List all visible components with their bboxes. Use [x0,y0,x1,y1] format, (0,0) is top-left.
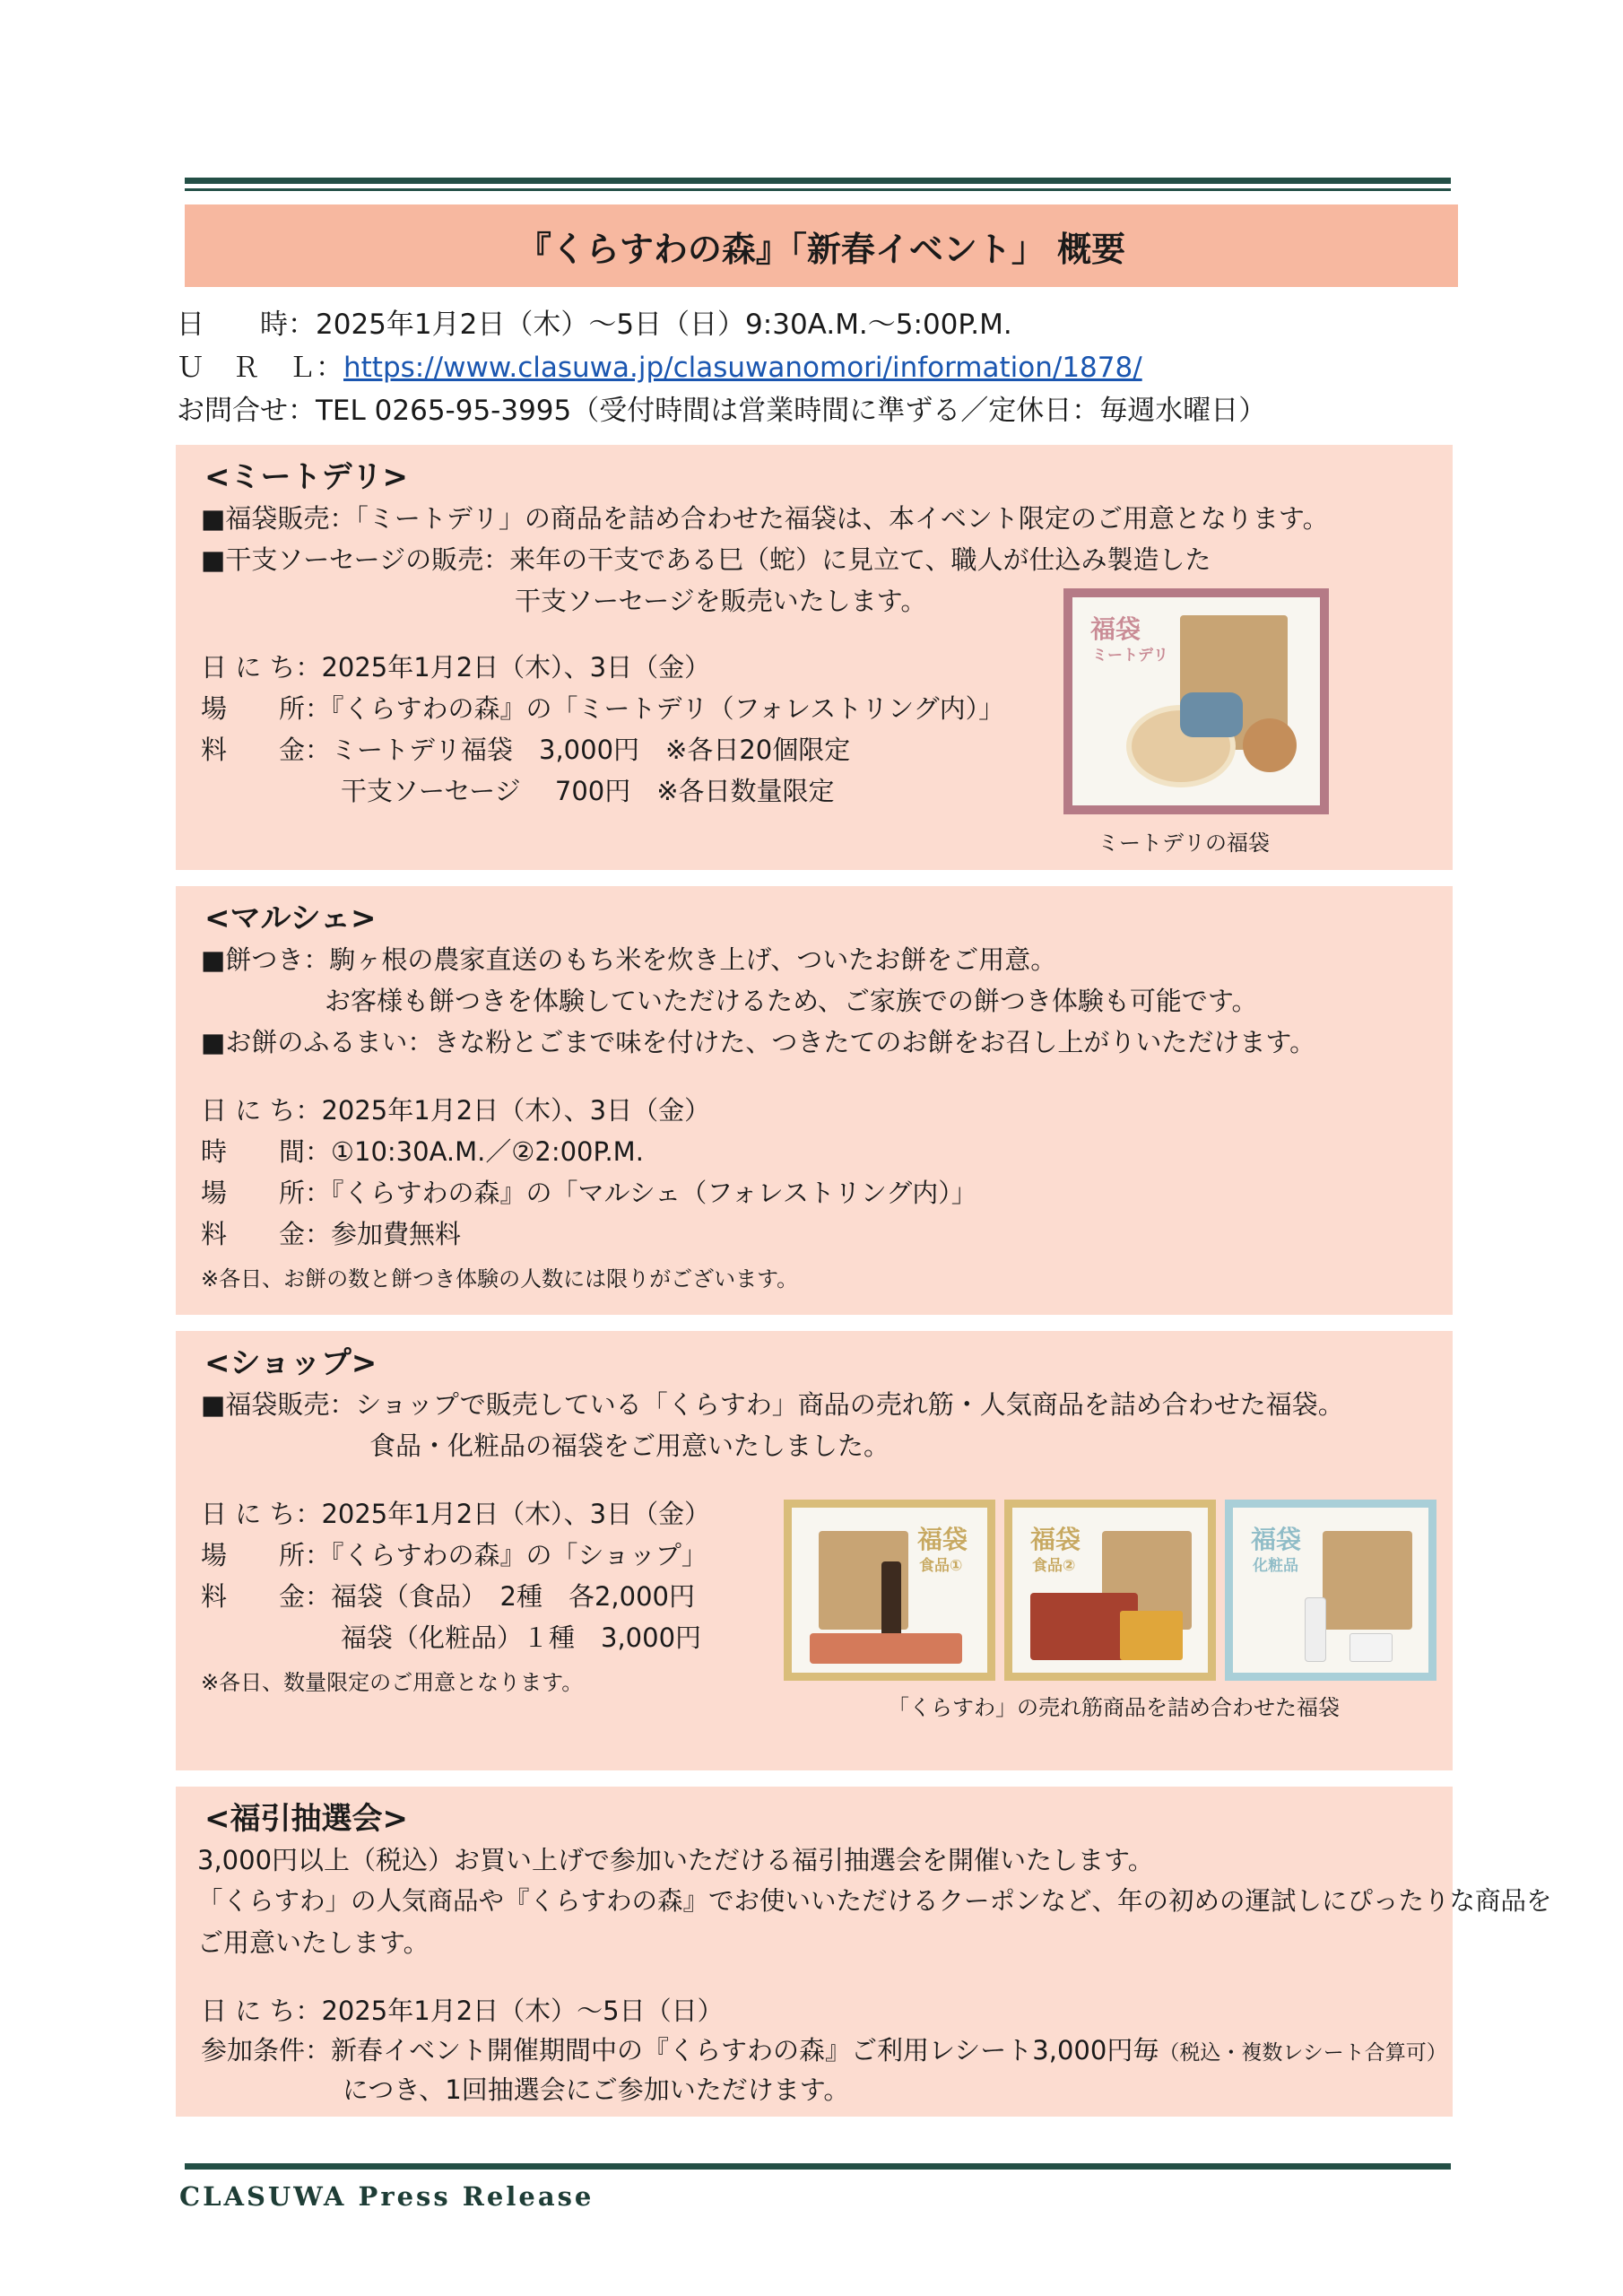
meatdeli-price-2: 干支ソーセージ 700円 ※各日数量限定 [341,776,835,806]
shop-price-2: 福袋（化粧品）１種 3,000円 [341,1622,702,1653]
meatdeli-place-label: 場 所： [201,693,332,724]
marche-place-label: 場 所： [201,1178,332,1208]
marche-line3: ■お餅のふるまい：きな粉とごまで味を付けた、つきたてのお餅をお召し上がりいただけます。 [201,1027,1316,1057]
info-date-label: 日 時： [177,309,316,341]
lottery-date [201,1995,724,2027]
page-title: 『くらすわの森』「新春イベント」 概要 [185,204,1458,287]
marche-date-label: 日 に ち： [201,1095,322,1126]
meatdeli-price-value1: ミートデリ福袋 3,000円 ※各日20個限定 [331,735,851,765]
shop-date-value: 2025年1月2日（木）、3日（金） [321,1499,711,1529]
marche-time-value: ①10:30A.M.／②2:00P.M. [331,1136,644,1167]
shop-place [201,1539,707,1571]
marche-line1: ■餅つき：駒ヶ根の農家直送のもち米を炊き上げ、ついたお餅をご用意。 [201,944,1057,975]
meatdeli-photo [1063,588,1329,814]
meatdeli-date-label: 日 に ち： [201,652,322,683]
meatdeli-price-label: 料 金： [201,735,332,765]
marche-price-value: 参加費無料 [331,1219,462,1249]
shop-photo2-text1: 福袋 [1030,1525,1081,1554]
bottom-rule [185,2163,1451,2170]
blue-cloth-icon [1180,692,1243,737]
lottery-heading: <福引抽選会> [204,1801,408,1837]
info-date-value: 2025年1月2日（木）～5日（日）9:30A.M.～5:00P.M. [316,309,1012,341]
bottle-icon [881,1561,901,1642]
lottery-line3: ご用意いたします。 [197,1927,430,1958]
marche-time-label: 時 間： [201,1136,332,1167]
shop-price-label: 料 金： [201,1581,332,1612]
shop-photo2-text2: 食品② [1032,1557,1076,1575]
top-rule-thin [185,188,1451,191]
shop-photo1-text2: 食品① [919,1557,963,1575]
shop-date [201,1498,710,1530]
meatdeli-photo-text1: 福袋 [1090,614,1141,644]
bag-icon [1323,1531,1412,1630]
meatdeli-place [201,692,1004,725]
meatdeli-photo-text2: ミートデリ [1092,647,1168,665]
shop-photo3-text2: 化粧品 [1253,1557,1298,1575]
top-rule-thick [185,178,1451,184]
info-contact-label: お問合せ： [177,395,316,427]
marche-place-value: 『くらすわの森』の「マルシェ（フォレストリング内）」 [331,1178,977,1208]
meatdeli-line1: ■福袋販売：「ミートデリ」の商品を詰め合わせた福袋は、本イベント限定のご用意となります。 [201,503,1329,534]
marche-price [201,1218,461,1250]
section-shop [176,1331,1453,1770]
box-icon [1120,1611,1183,1660]
info-date [177,303,1012,346]
section-marche [176,886,1453,1315]
lottery-cond-small: （税込・複数レシート合算可） [1159,2041,1447,2065]
meatdeli-place-value: 『くらすわの森』の「ミートデリ（フォレストリング内）」 [331,693,1005,724]
info-contact [177,389,1266,432]
marche-price-label: 料 金： [201,1219,332,1249]
lottery-line2: 「くらすわ」の人気商品や『くらすわの森』でお使いいただけるクーポンなど、年の初めの運試しにぴったりな商品を [197,1886,1552,1916]
section-lottery [176,1787,1552,2117]
ham-icon [1243,718,1297,772]
shop-photo-cosmetics [1225,1500,1436,1681]
shop-heading: <ショップ> [204,1345,378,1381]
info-url [177,346,1142,389]
lottery-cond-value: 新春イベント開催期間中の『くらすわの森』ご利用レシート3,000円毎 [331,2035,1159,2066]
lottery-date-value: 2025年1月2日（木）～5日（日） [321,1996,724,2026]
section-meatdeli [176,445,1453,870]
marche-heading: <マルシェ> [204,900,377,936]
marche-note: ※各日、お餅の数と餅つき体験の人数には限りがございます。 [201,1266,799,1292]
shop-place-label: 場 所： [201,1540,332,1570]
meatdeli-heading: <ミートデリ> [204,459,408,495]
shop-line2: 食品・化粧品の福袋をご用意いたしました。 [369,1431,890,1461]
shop-photo3-text1: 福袋 [1251,1525,1302,1554]
shop-place-value: 『くらすわの森』の「ショップ」 [331,1540,707,1570]
lottery-cond [201,2034,1447,2069]
shop-photo-food2 [1004,1500,1216,1681]
meatdeli-price [201,734,850,766]
shop-line1: ■福袋販売：ショップで販売している「くらすわ」商品の売れ筋・人気商品を詰め合わせた福袋。 [201,1389,1344,1420]
meatdeli-date-value: 2025年1月2日（木）、3日（金） [321,652,711,683]
shop-note: ※各日、数量限定のご用意となります。 [201,1670,584,1695]
info-url-link[interactable]: https://www.clasuwa.jp/clasuwanomori/information/1878/ [343,352,1142,384]
soap-icon [1350,1633,1393,1662]
shop-price-value1: 福袋（食品） 2種 各2,000円 [331,1581,695,1612]
marche-date [201,1094,710,1126]
lottery-date-label: 日 に ち： [201,1996,322,2026]
lottery-cond-2: につき、1回抽選会にご参加いただけます。 [343,2074,850,2105]
shop-photo1-text1: 福袋 [917,1525,968,1554]
cosmetics-icon [1305,1597,1326,1662]
shop-date-label: 日 に ち： [201,1499,322,1529]
info-contact-value: TEL 0265-95-3995（受付時間は営業時間に準ずる／定休日：毎週水曜日） [316,395,1267,427]
shop-photo-food1 [784,1500,995,1681]
snacks-icon [810,1633,962,1664]
meatdeli-line3: 干支ソーセージを販売いたします。 [515,586,927,616]
meatdeli-date [201,651,710,683]
marche-place [201,1177,977,1209]
footer-brand: CLASUWA Press Release [179,2181,595,2212]
marche-line2: お客様も餅つきを体験していただけるため、ご家族での餅つき体験も可能です。 [325,986,1258,1016]
marche-time [201,1135,644,1168]
lottery-line1: 3,000円以上（税込）お買い上げで参加いただける福引抽選会を開催いたします。 [197,1845,1154,1875]
marche-date-value: 2025年1月2日（木）、3日（金） [321,1095,711,1126]
meatdeli-line2: ■干支ソーセージの販売：来年の干支である巳（蛇）に見立て、職人が仕込み製造した [201,544,1211,575]
lottery-cond-label: 参加条件： [201,2035,332,2066]
meatdeli-caption: ミートデリの福袋 [1098,831,1270,856]
shop-price [201,1580,695,1613]
shop-caption: 「くらすわ」の売れ筋商品を詰め合わせた福袋 [888,1695,1340,1720]
info-url-label: Ｕ Ｒ Ｌ： [177,352,343,384]
